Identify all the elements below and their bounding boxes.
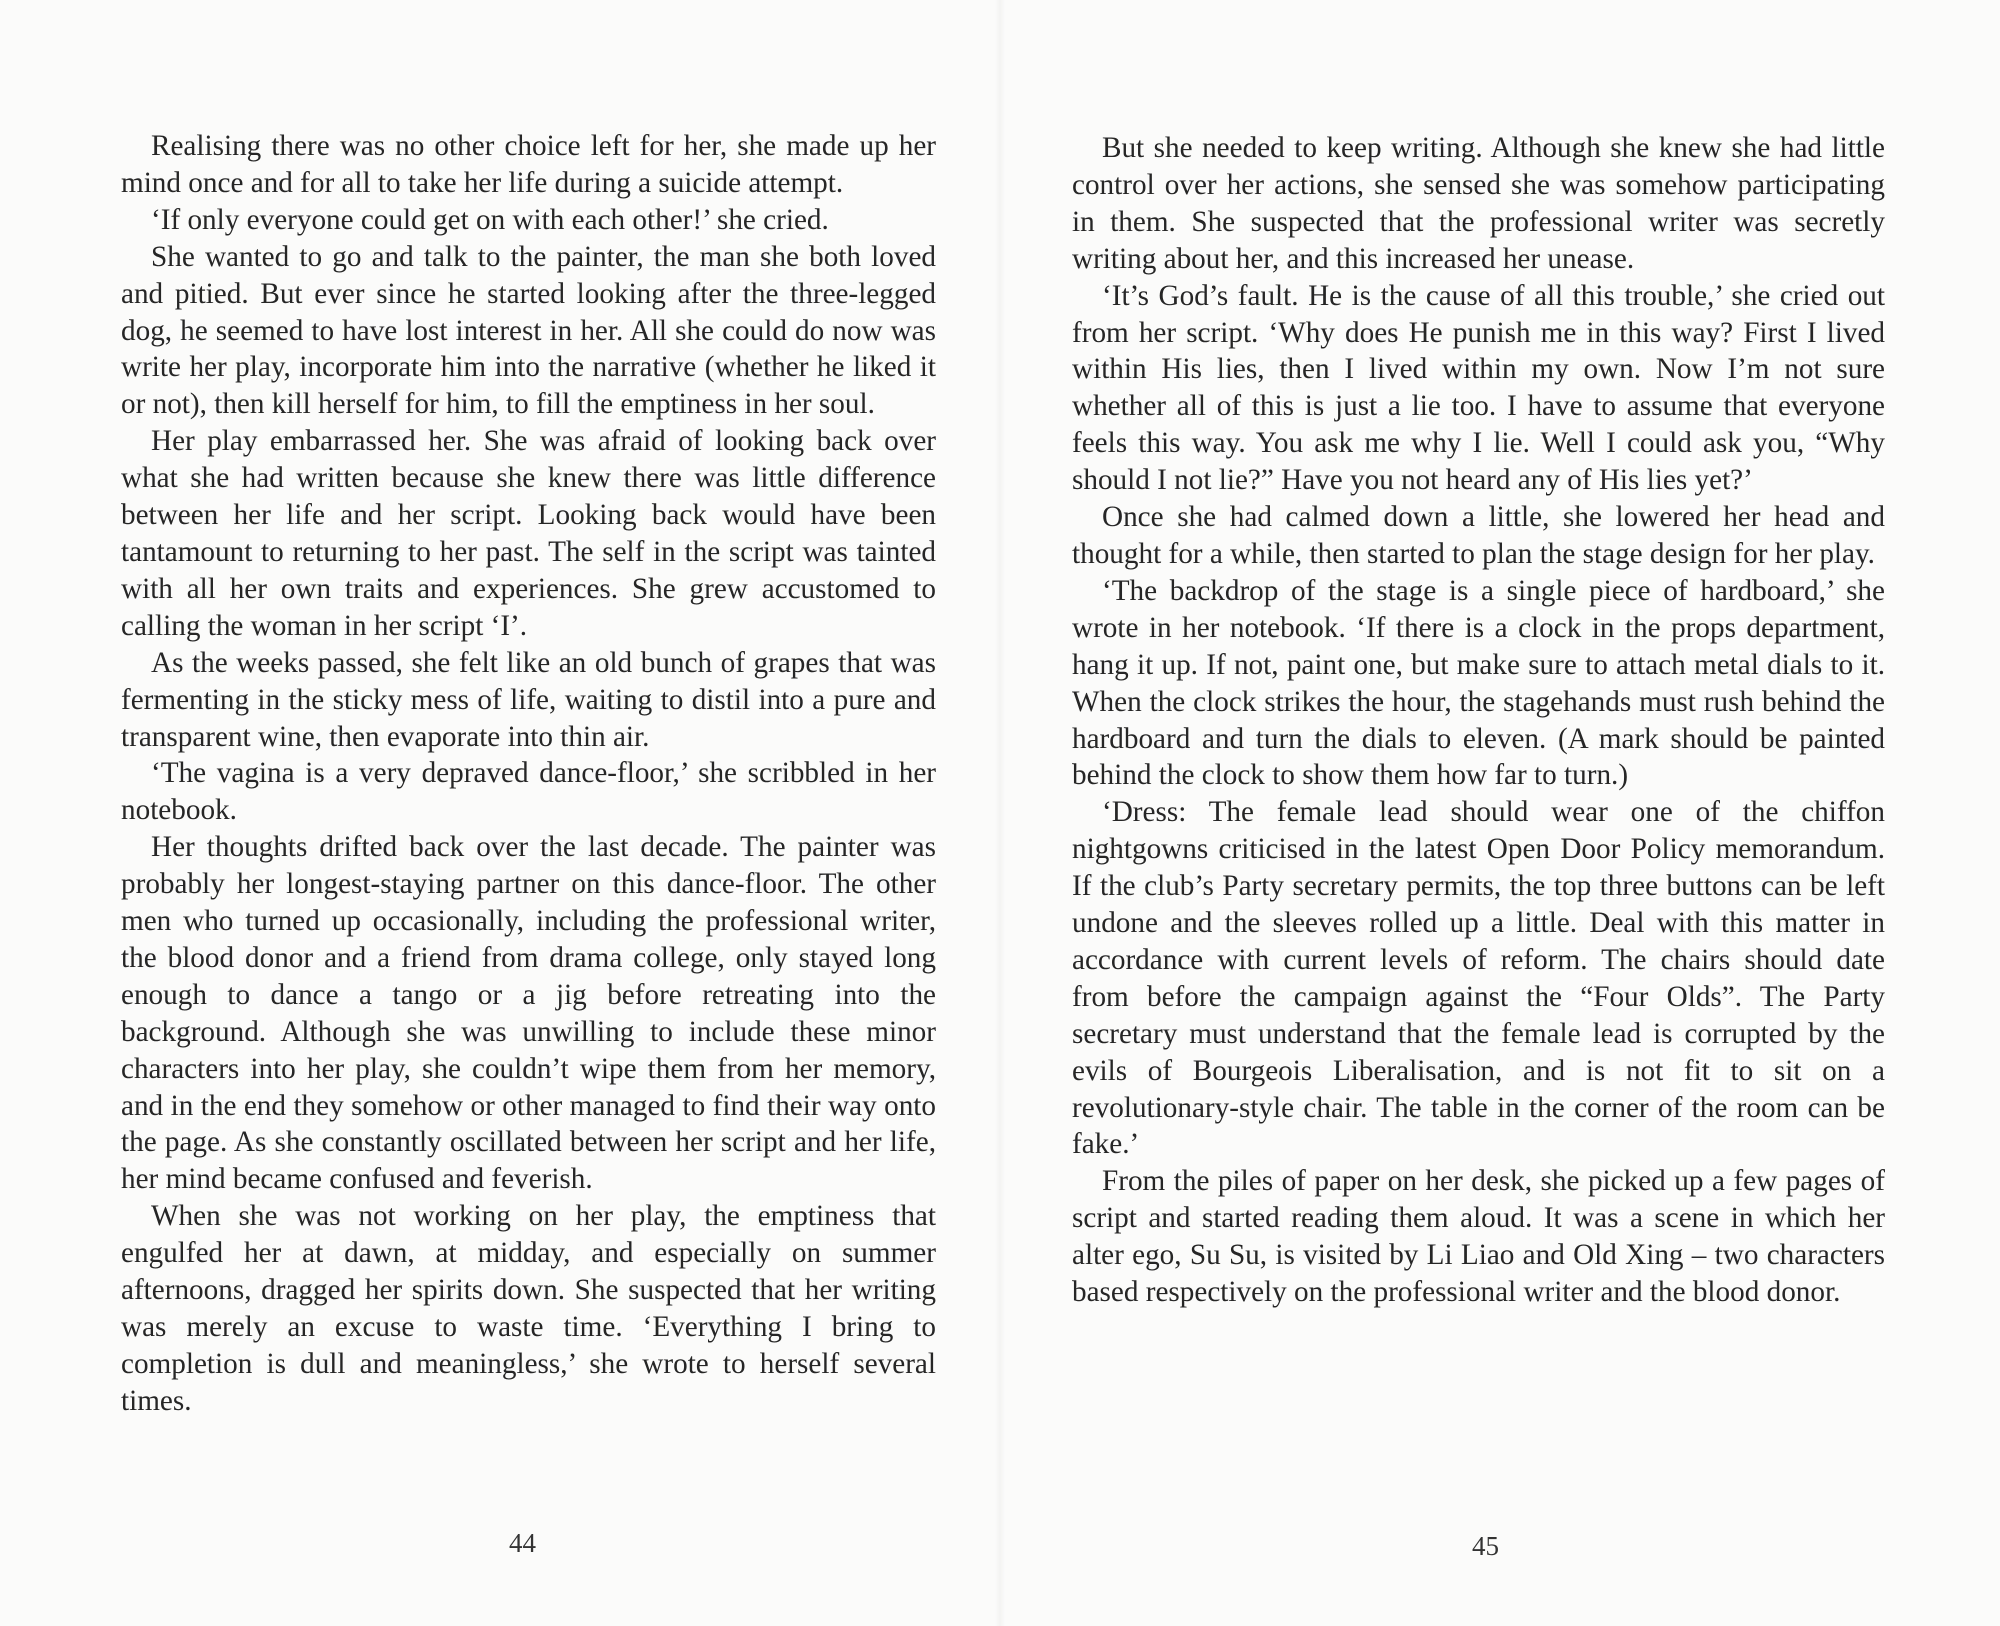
paragraph: But she needed to keep writing. Although she knew she had little control over her actions, she sensed she was somehow participating in them. She suspected that the professional writer was secretly writing about her, and this increased her unease. — [1072, 132, 1885, 275]
right-page-text — [1072, 130, 1885, 1311]
paragraph: Once she had calmed down a little, she lowered her head and thought for a while, then started to plan the stage design for her play. — [1072, 501, 1885, 570]
paragraph: ‘Dress: The female lead should wear one of the chiffon nightgowns criticised in the latest Open Door Policy memorandum. If the club’s Party secretary permits, the top three buttons can be left undone and the sleeves rolled up a little. Deal with this matter in accordance with current levels of reform. The chairs should date from before the campaign against the “Four Olds”. The Party secretary must understand that the female lead is corrupted by the evils of Bourgeois Liberalisation, and is not fit to sit on a revolutionary-style chair. The table in the corner of the room can be fake.’ — [1072, 796, 1885, 1161]
paragraph: From the piles of paper on her desk, she picked up a few pages of script and started reading them aloud. It was a scene in which her alter ego, Su Su, is visited by Li Liao and Old Xing – two characters based respectively on the professional writer and the blood donor. — [1072, 1165, 1885, 1309]
page-number: 45 — [1472, 1531, 1499, 1561]
paragraph: Her thoughts drifted back over the last decade. The painter was probably her longest-staying partner on this dance-floor. The other men who turned up occasionally, including the professional writer, the blood donor and a friend from drama college, only stayed long enough to dance a tango or a jig before retreating into the background. Although she was unwilling to include these minor characters into her play, she couldn’t wipe them from her memory, and in the end they somehow or other managed to find their way onto the page. As she constantly oscillated between her script and her life, her mind became confused and feverish. — [121, 831, 936, 1196]
right-page — [1000, 0, 2000, 1626]
paragraph: Realising there was no other choice left for her, she made up her mind once and for all to take her life during a suicide attempt. — [121, 130, 936, 199]
paragraph: When she was not working on her play, the emptiness that engulfed her at dawn, at midday, and especially on summer afternoons, dragged her spirits down. She suspected that her writing was merely an excuse to waste time. ‘Everything I bring to completion is dull and meaningless,’ she wrote to herself several times. — [121, 1200, 936, 1417]
paragraph: ‘The backdrop of the stage is a single piece of hardboard,’ she wrote in her notebook. ‘If there is a clock in the props department, hang it up. If not, paint one, but make sure to attach metal dials to it. When the clock strikes the hour, the stagehands must rush behind the hardboard and turn the dials to eleven. (A mark should be painted behind the clock to show them how far to turn.) — [1072, 574, 1885, 792]
paragraph: She wanted to go and talk to the painter, the man she both loved and pitied. But ever since he started looking after the three-legged dog, he seemed to have lost interest in her. All she could do now was write her play, incorporate him into the narrative (whether he liked it or not), then kill herself for him, to fill the emptiness in her soul. — [121, 240, 936, 421]
paragraph: ‘It’s God’s fault. He is the cause of all this trouble,’ she cried out from her script. ‘Why does He punish me in this way? First I lived within His lies, then I lived within my own. Now I’m not sure whether all of this is just a lie too. I have to assume that everyone feels this way. You ask me why I lie. Well I could ask you, “Why should I not lie?” Have you not heard any of His lies yet?’ — [1072, 279, 1885, 497]
left-page-text — [121, 128, 936, 1420]
page-number: 44 — [509, 1528, 536, 1558]
paragraph: ‘The vagina is a very depraved dance-floor,’ she scribbled in her notebook. — [121, 757, 936, 827]
paragraph: As the weeks passed, she felt like an old bunch of grapes that was fermenting in the sticky mess of life, waiting to distil into a pure and transparent wine, then evaporate into thin air. — [121, 646, 936, 753]
paragraph: Her play embarrassed her. She was afraid of looking back over what she had written because she knew there was little difference between her life and her script. Looking back would have been tantamount to returning to her past. The self in the script was tainted with all her own traits and experiences. She grew accustomed to calling the woman in her script ‘I’. — [121, 425, 936, 642]
paragraph: ‘If only everyone could get on with each other!’ she cried. — [151, 203, 829, 236]
